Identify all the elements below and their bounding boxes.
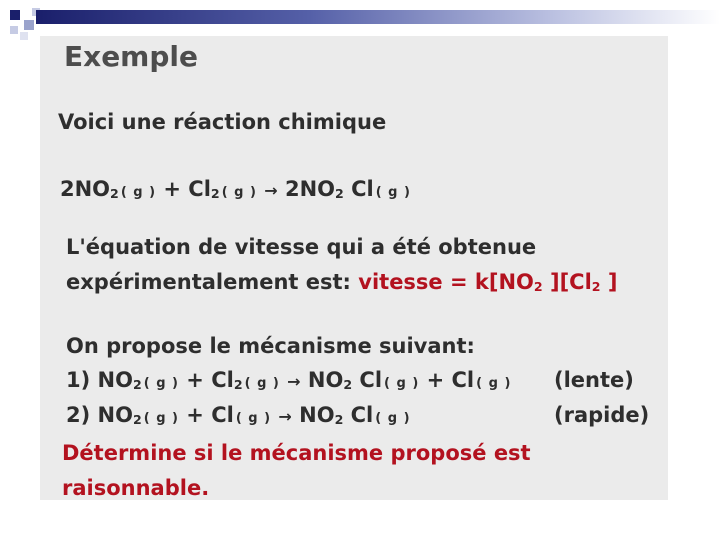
subscript: 2 [233,377,243,392]
species: NO [299,403,335,427]
subscript: 2 [110,186,119,201]
question-line-2: raisonnable. [62,476,210,500]
plus-sign: + [426,368,445,392]
state-label: ( g ) [120,185,157,200]
species: Cl [451,368,475,392]
step-number: 1) [66,368,91,392]
species-tail: Cl [350,403,374,427]
species: Cl [211,403,234,427]
plus-sign: + [186,368,204,392]
reactant-1: 2NO [60,177,111,201]
rate-law-prefix: expérimentalement est: [66,270,351,294]
reaction-equation [60,177,411,201]
slide-title: Exemple [64,40,198,73]
subscript: 2 [334,412,344,427]
step-1-speed: (lente) [554,368,634,392]
species-tail: Cl [359,368,383,392]
state-label: ( g ) [375,185,411,200]
step-2-speed: (rapide) [554,403,650,427]
species: NO [97,403,133,427]
rate-part: ] [607,270,618,294]
state-label: ( g ) [143,376,179,391]
decor-square [10,10,20,20]
decor-square [20,32,28,40]
state-label: ( g ) [143,411,179,426]
product: 2NO [284,177,336,201]
subscript: 2 [210,186,220,201]
species: NO [307,368,344,392]
reactant-2: Cl [188,177,211,201]
species: Cl [211,368,234,392]
reaction-arrow-icon: → [264,181,278,200]
reaction-arrow-icon: → [287,372,301,391]
subscript: 2 [335,186,344,201]
state-label: ( g ) [384,376,420,391]
species: NO [97,368,133,392]
mechanism-step-1 [66,368,511,392]
rate-part: ][Cl [549,270,592,294]
rate-law-line-1: L'équation de vitesse qui a été obtenue [66,235,537,259]
product-tail: Cl [351,177,374,201]
rate-part: vitesse = k[NO [358,270,534,294]
subscript: 2 [533,279,543,294]
subscript: 2 [132,412,142,427]
subscript: 2 [132,377,142,392]
state-label: ( g ) [375,411,411,426]
question-line-1: Détermine si le mécanisme proposé est [62,441,531,465]
plus-sign: + [163,177,181,201]
state-label: ( g ) [221,185,257,200]
state-label: ( g ) [476,376,512,391]
mechanism-heading: On propose le mécanisme suivant: [66,334,475,358]
decor-square [24,20,34,30]
header-gradient-bar [36,10,720,24]
plus-sign: + [186,403,204,427]
step-number: 2) [66,403,91,427]
mechanism-step-2 [66,403,411,427]
subscript: 2 [343,377,353,392]
state-label: ( g ) [235,411,272,426]
slide-panel [40,36,668,500]
intro-text: Voici une réaction chimique [58,110,387,134]
state-label: ( g ) [244,376,280,391]
reaction-arrow-icon: → [278,407,292,426]
decor-square [10,26,18,34]
subscript: 2 [591,279,601,294]
rate-expression [358,270,617,294]
rate-law-line-2 [66,270,617,294]
